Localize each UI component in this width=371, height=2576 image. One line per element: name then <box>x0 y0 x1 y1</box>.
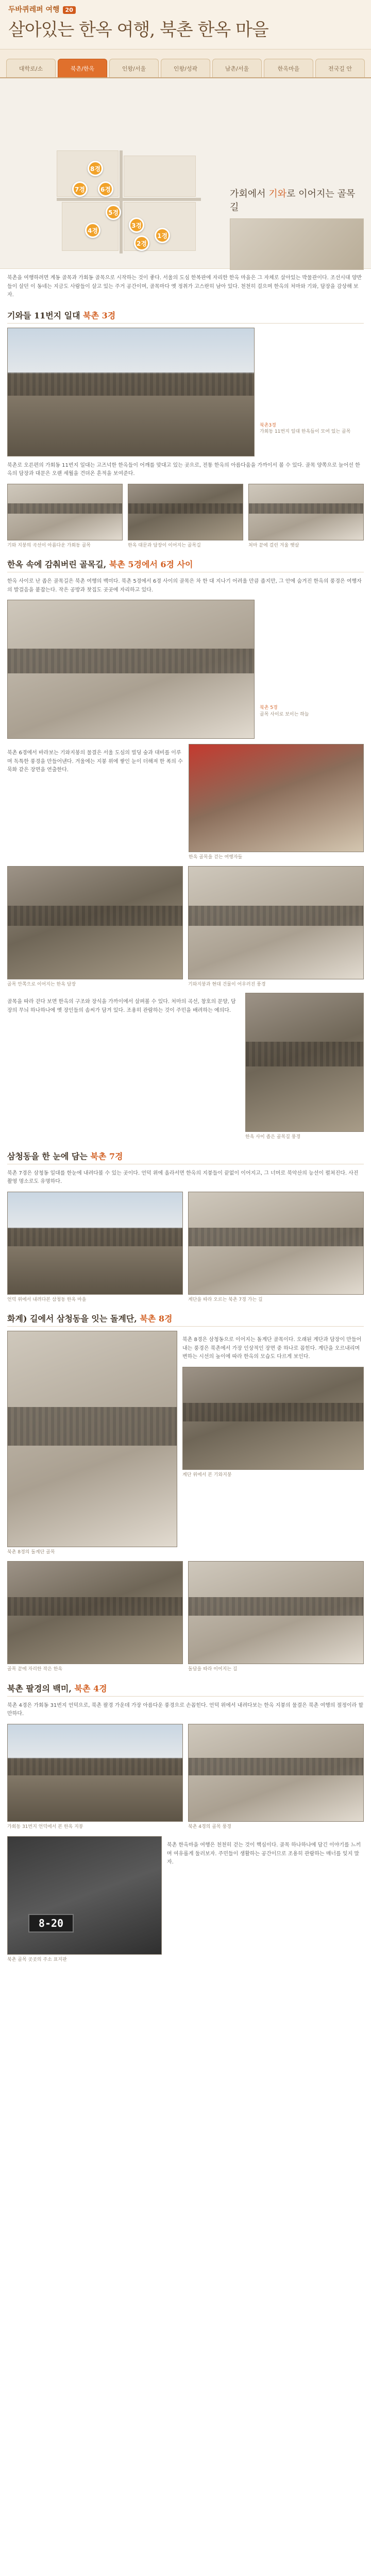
photo-caption: 언덕 위에서 내려다본 삼청동 한옥 마을 <box>7 1297 87 1302</box>
section-2-paragraph-2: 북촌 6경에서 바라보는 기와지붕의 물결은 서울 도심의 빌딩 숲과 대비를 이루며 독특한 풍경을 만들어낸다. 겨울에는 지붕 위에 쌓인 눈이 더해져 한 폭의 수묵화 같은 장면을 연출한다. <box>7 750 183 773</box>
map-section <box>0 78 371 269</box>
episode-badge: 20 <box>63 6 76 14</box>
section-2-small-photo-col <box>245 993 364 1141</box>
thumb-caption: 한옥 대문과 담장이 이어지는 골목길 <box>128 543 201 548</box>
map-marker-6[interactable]: 6경 <box>98 181 113 197</box>
small-caption: 한옥 사이 좁은 골목길 풍경 <box>245 1134 301 1140</box>
section-4-paragraph: 북촌 8경은 삼청동으로 이어지는 돌계단 골목이다. 오래된 계단과 담장이 만들어내는 풍경은 북촌에서 가장 인상적인 장면 중 하나로 꼽힌다. 계단을 오르내리며 변하는 시선의 높이에 따라 한옥의 모습도 다르게 보인다. <box>182 1337 362 1360</box>
thumb-caption: 처마 끝에 걸린 겨울 햇살 <box>248 543 299 548</box>
tab-hanok-village[interactable]: 한옥마을 <box>264 59 313 77</box>
photo-item <box>7 1192 183 1303</box>
map-marker-4[interactable]: 4경 <box>85 223 100 238</box>
map-info <box>230 187 364 270</box>
section-5-title-highlight: 북촌 4경 <box>74 1683 107 1693</box>
map-road <box>120 150 123 253</box>
sign-caption: 북촌 골목 곳곳의 주소 표지판 <box>7 1957 67 1963</box>
photo-caption: 골목 끝에 자리한 작은 한옥 <box>7 1667 63 1672</box>
thumb-item <box>128 484 243 549</box>
section-5-end-row <box>7 1836 364 1963</box>
section-4-photo <box>182 1367 364 1470</box>
section-4-title-highlight: 북촌 8경 <box>140 1314 173 1324</box>
section-1-caption <box>260 422 364 435</box>
photo-item <box>188 1561 364 1673</box>
map-marker-1[interactable]: 1경 <box>155 228 170 243</box>
section-1-caption-box <box>260 328 364 456</box>
section-1-title-highlight: 북촌 3경 <box>83 310 116 320</box>
photo-caption: 북촌 8경의 돌계단 골목 <box>7 1550 55 1555</box>
section-2-caption-box <box>260 600 364 739</box>
section-2-title <box>7 558 364 572</box>
section-3-photos <box>7 1192 364 1303</box>
thumb-photo <box>248 484 364 540</box>
section-4-photo-col <box>7 1331 177 1556</box>
section-2-paragraph: 한옥 사이로 난 좁은 골목길은 북촌 여행의 백미다. 북촌 5경에서 6경 사이의 골목은 차 한 대 지나기 어려울 만큼 좁지만, 그 안에 숨겨진 한옥의 풍경은 여행자의 발걸음을 붙잡는다. 작은 공방과 찻집도 곳곳에 자리하고 있다. <box>7 579 362 593</box>
section-1-caption-highlight: 북촌3경 <box>260 422 276 428</box>
sign-photo-col <box>7 1836 162 1963</box>
page-header <box>0 0 371 49</box>
series-title <box>8 4 76 14</box>
section-5-title <box>7 1682 364 1697</box>
map-marker-2[interactable]: 2경 <box>134 235 149 251</box>
section-2-caption-text: 골목 사이로 보이는 하늘 <box>260 711 309 717</box>
address-sign: 8-20 <box>28 1914 74 1933</box>
photo-caption: 가회동 31번지 언덕에서 본 한옥 지붕 <box>7 1824 83 1829</box>
section-4-photo <box>7 1331 177 1547</box>
map-block <box>124 156 196 197</box>
series-label: 두바퀴레퍼 여행 <box>8 6 60 14</box>
section-1-thumbs <box>7 484 364 549</box>
section-4-row <box>7 1331 364 1556</box>
thumb-caption: 기와 지붕의 곡선이 아름다운 가회동 골목 <box>7 543 91 548</box>
section-2-row-3 <box>7 993 364 1141</box>
section-4-thumbs <box>7 1561 364 1673</box>
people-photo <box>189 744 364 852</box>
photo-caption: 계단을 따라 오르는 북촌 7경 가는 길 <box>188 1297 263 1302</box>
tab-daehakro[interactable]: 대학로/소 <box>6 59 56 77</box>
section-2-thumbs <box>7 866 364 988</box>
thumb-photo <box>7 484 123 540</box>
photo-caption: 계단 위에서 본 기와지붕 <box>182 1472 232 1478</box>
section-4-photo <box>7 1561 183 1664</box>
section-4-photo <box>188 1561 364 1664</box>
tab-inwang-seoul[interactable]: 인왕/서울 <box>109 59 159 77</box>
section-4-title <box>7 1312 364 1327</box>
tab-namchon[interactable]: 남촌/서울 <box>212 59 262 77</box>
map-title-prefix: 가회에서 <box>230 189 269 199</box>
section-2-people-col <box>189 744 364 861</box>
section-2-text-col-3 <box>7 993 240 1141</box>
section-2-title-text: 한옥 속에 감춰버린 골목길, <box>7 560 109 570</box>
people-caption: 한옥 골목을 걷는 여행자들 <box>189 855 243 860</box>
section-3-title-text: 삼청동을 한 눈에 담는 <box>7 1151 91 1161</box>
intro-paragraph: 북촌을 여행하려면 계동 골목과 가회동 골목으로 시작하는 것이 좋다. 서울의 도심 한복판에 자리한 한옥 마을은 그 자체로 살아있는 박물관이다. 조선시대 양반들이 살던 이 동네는 지금도 사람들이 살고 있는 주거 공간이며, 골목마다 옛 정취가 고스란히 남아 있다. 천천히 걸으며 한옥의 처마와 기와, 담장을 감상해 보자. <box>7 275 362 298</box>
address-sign-photo <box>7 1836 162 1955</box>
area-map[interactable] <box>57 150 201 253</box>
section-3-photo <box>188 1192 364 1295</box>
section-2-row <box>7 744 364 861</box>
photo-caption: 북촌 4경의 골목 풍경 <box>188 1824 231 1829</box>
tab-inwang-seonggwak[interactable]: 인왕/성곽 <box>161 59 210 77</box>
section-1-photo <box>7 328 255 456</box>
photo-caption: 돌담을 따라 이어지는 길 <box>188 1667 238 1672</box>
section-5-end-text-col <box>167 1836 364 1963</box>
photo-item <box>188 1192 364 1303</box>
section-2-hero <box>7 600 364 739</box>
section-4-text-col <box>182 1331 364 1556</box>
section-2-paragraph-3: 골목을 따라 걷다 보면 한옥의 구조와 장식을 가까이에서 살펴볼 수 있다. 처마의 곡선, 창호의 문양, 담장의 무늬 하나하나에 옛 장인들의 솜씨가 담겨 있다. 조용히 관람하는 것이 주민을 배려하는 예의다. <box>7 999 236 1013</box>
section-3-title <box>7 1150 364 1164</box>
map-info-title <box>230 187 364 213</box>
small-photo <box>245 993 364 1132</box>
map-marker-5[interactable]: 5경 <box>106 205 121 220</box>
map-title-highlight: 기와 <box>268 189 287 199</box>
tab-jeonguk[interactable]: 전국길 안 <box>315 59 365 77</box>
photo-item <box>188 1724 364 1831</box>
thumb-caption: 골목 안쪽으로 이어지는 한옥 담장 <box>7 981 76 987</box>
tab-bar <box>0 49 371 78</box>
section-2-title-highlight: 북촌 5경에서 6경 사이 <box>109 560 193 570</box>
section-1-title <box>7 309 364 324</box>
map-marker-7[interactable]: 7경 <box>72 181 88 197</box>
section-3-paragraph: 북촌 7경은 삼청동 일대를 한눈에 내려다볼 수 있는 곳이다. 언덕 위에 올라서면 한옥의 지붕들이 끝없이 이어지고, 그 너머로 북악산의 능선이 펼쳐진다. 사진 촬영 명소로도 유명하다. <box>7 1170 359 1185</box>
map-title-suffix: 로 이어지는 골목길 <box>230 189 356 213</box>
map-marker-8[interactable]: 8경 <box>88 161 103 176</box>
article-content <box>0 274 371 1963</box>
map-marker-3[interactable]: 3경 <box>129 217 144 233</box>
tab-bukchon[interactable]: 북촌/한옥 <box>58 59 107 77</box>
section-2-photo <box>7 600 255 739</box>
section-5-photos <box>7 1724 364 1831</box>
thumb-photo <box>188 866 364 979</box>
page-title: 살아있는 한옥 여행, 북촌 한옥 마을 <box>8 20 268 40</box>
photo-item <box>7 1561 183 1673</box>
section-3-title-highlight: 북촌 7경 <box>90 1151 123 1161</box>
section-2-text-col <box>7 744 183 861</box>
thumb-item <box>7 866 183 988</box>
section-1-paragraph: 북촌로 오른편의 가회동 11번지 일대는 고즈넉한 한옥들이 어깨를 맞대고 있는 곳으로, 전통 한옥의 아름다움을 가까이서 볼 수 있다. 골목 양쪽으로 늘어선 한옥의 담장과 대문은 오랜 세월을 견뎌온 흔적을 보여준다. <box>7 462 360 477</box>
section-5-photo <box>188 1724 364 1822</box>
section-3-photo <box>7 1192 183 1295</box>
map-road <box>57 198 201 201</box>
map-overview-image <box>230 218 364 270</box>
section-1-caption-text: 가회동 11번지 일대 한옥들이 모여 있는 골목 <box>260 429 351 435</box>
section-1-hero <box>7 328 364 456</box>
thumb-item <box>248 484 364 549</box>
section-2-caption <box>260 705 364 718</box>
photo-item <box>7 1724 183 1831</box>
section-5-end-paragraph: 북촌 한옥마을 여행은 천천히 걷는 것이 핵심이다. 골목 하나하나에 담긴 이야기를 느끼며 여유롭게 둘러보자. 주민들이 생활하는 공간이므로 조용히 관람하는 매너를 잊지 말자. <box>167 1842 361 1866</box>
section-5-paragraph: 북촌 4경은 가회동 31번지 언덕으로, 북촌 팔경 가운데 가장 아름다운 풍경으로 손꼽힌다. 언덕 위에서 내려다보는 한옥 지붕의 물결은 북촌 여행의 절정이라 할 만하다. <box>7 1702 364 1717</box>
thumb-photo <box>7 866 183 979</box>
section-4-title-text: 화계) 길에서 삼청동을 잇는 돌계단, <box>7 1314 140 1324</box>
thumb-caption: 기와지붕과 현대 건물이 어우러진 풍경 <box>188 981 266 987</box>
thumb-item <box>188 866 364 988</box>
section-1-title-text: 기와들 11번지 일대 <box>7 310 83 320</box>
section-5-title-text: 북촌 팔경의 백미, <box>7 1683 75 1693</box>
section-5-photo <box>7 1724 183 1822</box>
thumb-photo <box>128 484 243 540</box>
thumb-item <box>7 484 123 549</box>
section-2-caption-highlight: 북촌 5경 <box>260 705 278 711</box>
